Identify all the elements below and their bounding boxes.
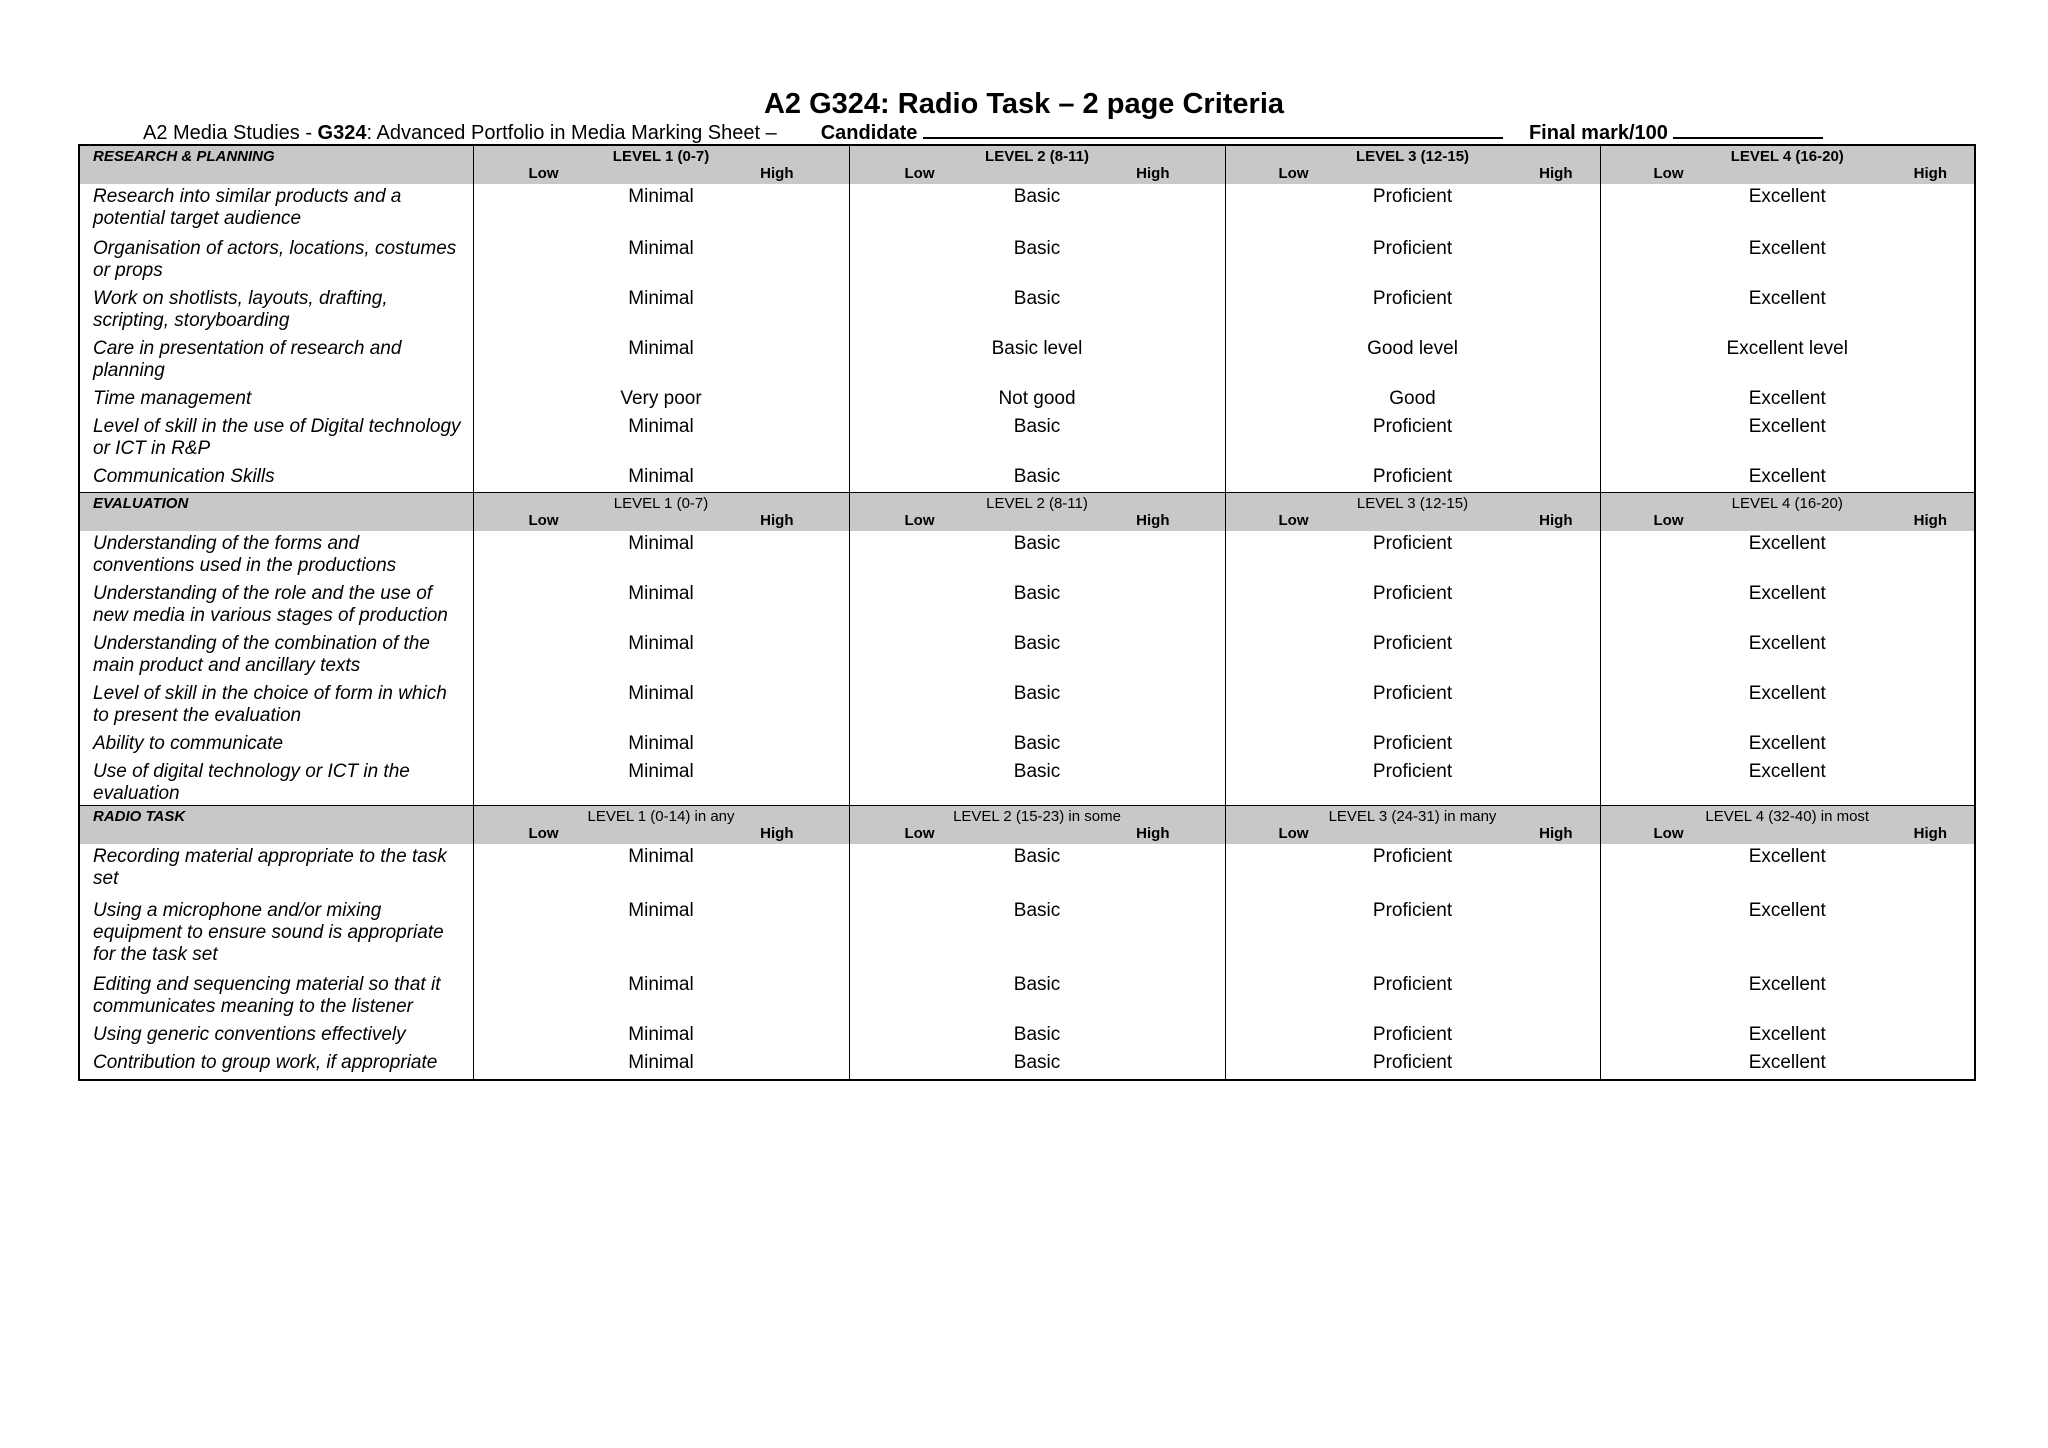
high-label: High [1539,165,1573,182]
criterion-label: Understanding of the forms and conventions used in the productions [79,531,473,581]
low-high-labels [850,512,1225,529]
level-header-2 [849,805,1225,844]
level-3-descriptor[interactable]: Proficient [1225,531,1600,581]
criterion-label: Use of digital technology or ICT in the evaluation [79,759,473,806]
criterion-row [79,759,1975,806]
final-mark-line [1673,121,1823,139]
high-label: High [1539,511,1573,529]
criterion-row [79,631,1975,681]
subtitle-code: G324 [317,122,367,144]
marking-table-body [79,145,1975,1080]
level-3-descriptor[interactable]: Proficient [1225,236,1600,286]
level-header-1 [473,145,849,184]
section-header-row [79,805,1975,844]
level-1-descriptor[interactable]: Minimal [473,236,849,286]
level-header-3 [1225,492,1600,531]
level-1-descriptor[interactable]: Very poor [473,386,849,414]
level-3-descriptor[interactable]: Good level [1225,336,1600,386]
low-label: Low [904,165,935,182]
low-label: Low [1653,165,1684,182]
level-1-descriptor[interactable]: Minimal [473,531,849,581]
level-4-descriptor[interactable]: Excellent [1600,386,1975,414]
level-1-descriptor[interactable]: Minimal [473,464,849,492]
level-header-1 [473,492,849,531]
level-1-descriptor[interactable]: Minimal [473,631,849,681]
criterion-label: Ability to communicate [79,731,473,759]
level-1-descriptor[interactable]: Minimal [473,898,849,972]
level-1-descriptor[interactable]: Minimal [473,1050,849,1080]
level-3-descriptor[interactable]: Proficient [1225,184,1600,236]
level-4-descriptor[interactable]: Excellent [1600,1050,1975,1080]
level-3-descriptor[interactable]: Proficient [1225,681,1600,731]
level-1-descriptor[interactable]: Minimal [473,336,849,386]
level-3-descriptor[interactable]: Good [1225,386,1600,414]
criterion-row [79,236,1975,286]
level-4-descriptor[interactable]: Excellent [1600,972,1975,1022]
level-3-descriptor[interactable]: Proficient [1225,581,1600,631]
criterion-row [79,581,1975,631]
level-1-descriptor[interactable]: Minimal [473,681,849,731]
final-mark-label: Final mark/100 [1528,122,1668,144]
level-header-2 [849,145,1225,184]
level-header-1 [473,805,849,844]
criterion-label: Time management [79,386,473,414]
criterion-row [79,1022,1975,1050]
level-2-descriptor[interactable]: Basic [849,1022,1225,1050]
level-title: LEVEL 1 (0-7) [613,494,709,512]
level-2-descriptor[interactable]: Basic [849,184,1225,236]
low-high-labels [1601,512,1975,529]
level-4-descriptor[interactable]: Excellent [1600,286,1975,336]
section-name: EVALUATION [79,492,473,531]
criterion-label: Level of skill in the choice of form in which to present the evaluation [79,681,473,731]
high-label: High [760,511,794,529]
level-header-3 [1225,145,1600,184]
high-label: High [1913,165,1947,182]
high-label: High [760,165,794,182]
criterion-label: Understanding of the combination of the main product and ancillary texts [79,631,473,681]
criterion-row [79,731,1975,759]
level-4-descriptor[interactable]: Excellent [1600,681,1975,731]
low-high-labels [1226,165,1600,182]
criterion-label: Understanding of the role and the use of new media in various stages of production [79,581,473,631]
level-1-descriptor[interactable]: Minimal [473,414,849,464]
level-3-descriptor[interactable]: Proficient [1225,759,1600,806]
level-title: LEVEL 4 (16-20) [1730,148,1844,165]
criterion-row [79,681,1975,731]
low-label: Low [904,824,935,842]
high-label: High [1913,824,1947,842]
level-2-descriptor[interactable]: Basic [849,631,1225,681]
page-title: A2 G324: Radio Task – 2 page Criteria [763,88,1285,120]
level-header-2 [849,492,1225,531]
level-2-descriptor[interactable]: Basic [849,414,1225,464]
level-title: LEVEL 1 (0-14) in any [587,807,735,825]
criterion-row [79,464,1975,492]
low-label: Low [1278,511,1309,529]
level-title: LEVEL 3 (12-15) [1356,494,1469,512]
low-label: Low [528,165,559,182]
level-1-descriptor[interactable]: Minimal [473,844,849,898]
criterion-row [79,414,1975,464]
low-label: Low [1653,511,1684,529]
criterion-label: Level of skill in the use of Digital technology or ICT in R&P [79,414,473,464]
level-2-descriptor[interactable]: Basic [849,681,1225,731]
level-2-descriptor[interactable]: Basic [849,236,1225,286]
level-1-descriptor[interactable]: Minimal [473,1022,849,1050]
criterion-label: Editing and sequencing material so that it communicates meaning to the listener [79,972,473,1022]
low-high-labels [1226,825,1600,842]
level-3-descriptor[interactable]: Proficient [1225,972,1600,1022]
criterion-label: Communication Skills [79,464,473,492]
criterion-label: Using a microphone and/or mixing equipment to ensure sound is appropriate for the task set [79,898,473,972]
low-label: Low [1278,165,1309,182]
level-2-descriptor[interactable]: Basic [849,581,1225,631]
level-title: LEVEL 2 (15-23) in some [953,807,1121,825]
level-header-4 [1600,805,1975,844]
high-label: High [1539,824,1573,842]
low-high-labels [1601,165,1975,182]
level-2-descriptor[interactable]: Basic [849,759,1225,806]
level-2-descriptor[interactable]: Basic [849,286,1225,336]
level-title: LEVEL 1 (0-7) [612,148,710,165]
level-4-descriptor[interactable]: Excellent [1600,844,1975,898]
level-title: LEVEL 3 (24-31) in many [1328,807,1497,825]
level-3-descriptor[interactable]: Proficient [1225,631,1600,681]
section-name: RESEARCH & PLANNING [79,145,473,184]
criterion-row [79,336,1975,386]
level-3-descriptor[interactable]: Proficient [1225,844,1600,898]
criterion-label: Using generic conventions effectively [79,1022,473,1050]
criterion-row [79,898,1975,972]
level-header-4 [1600,145,1975,184]
level-1-descriptor[interactable]: Minimal [473,731,849,759]
subtitle [143,121,1963,145]
level-3-descriptor[interactable]: Proficient [1225,731,1600,759]
level-1-descriptor[interactable]: Minimal [473,972,849,1022]
level-4-descriptor[interactable]: Excellent [1600,464,1975,492]
low-label: Low [904,511,935,529]
level-4-descriptor[interactable]: Excellent [1600,414,1975,464]
low-high-labels [850,165,1225,182]
subtitle-rest: : Advanced Portfolio in Media Marking Sheet – [366,122,777,144]
level-2-descriptor[interactable]: Basic [849,972,1225,1022]
candidate-line [923,121,1503,139]
level-2-descriptor[interactable]: Basic [849,898,1225,972]
criterion-label: Recording material appropriate to the task set [79,844,473,898]
level-3-descriptor[interactable]: Proficient [1225,414,1600,464]
level-header-4 [1600,492,1975,531]
low-high-labels [1226,512,1600,529]
high-label: High [1136,511,1170,529]
criterion-row [79,386,1975,414]
level-4-descriptor[interactable]: Excellent [1600,236,1975,286]
section-name: RADIO TASK [79,805,473,844]
criterion-label: Research into similar products and a potential target audience [79,184,473,236]
level-2-descriptor[interactable]: Basic [849,464,1225,492]
candidate-label: Candidate [820,122,918,144]
level-title: LEVEL 2 (8-11) [986,494,1088,512]
section-header-row [79,492,1975,531]
subtitle-prefix: A2 Media Studies - [143,122,318,144]
level-4-descriptor[interactable]: Excellent [1600,631,1975,681]
level-3-descriptor[interactable]: Proficient [1225,464,1600,492]
high-label: High [1913,511,1947,529]
level-4-descriptor[interactable]: Excellent [1600,581,1975,631]
level-4-descriptor[interactable]: Excellent [1600,1022,1975,1050]
level-4-descriptor[interactable]: Excellent [1600,759,1975,806]
level-3-descriptor[interactable]: Proficient [1225,1050,1600,1080]
level-1-descriptor[interactable]: Minimal [473,759,849,806]
level-2-descriptor[interactable]: Basic [849,531,1225,581]
low-high-labels [1601,825,1975,842]
level-title: LEVEL 3 (12-15) [1355,148,1470,165]
level-title: LEVEL 2 (8-11) [985,148,1089,165]
low-label: Low [1278,824,1309,842]
level-2-descriptor[interactable]: Basic [849,731,1225,759]
low-label: Low [1653,824,1684,842]
level-2-descriptor[interactable]: Basic [849,1050,1225,1080]
low-label: Low [528,824,559,842]
low-label: Low [528,511,559,529]
level-4-descriptor[interactable]: Excellent [1600,898,1975,972]
level-2-descriptor[interactable]: Not good [849,386,1225,414]
low-high-labels [474,825,849,842]
level-4-descriptor[interactable]: Excellent [1600,184,1975,236]
criterion-label: Care in presentation of research and planning [79,336,473,386]
high-label: High [1136,824,1170,842]
level-2-descriptor[interactable]: Basic [849,844,1225,898]
level-4-descriptor[interactable]: Excellent [1600,731,1975,759]
criterion-row [79,972,1975,1022]
criterion-row [79,1050,1975,1080]
low-high-labels [474,165,849,182]
criterion-label: Work on shotlists, layouts, drafting, scripting, storyboarding [79,286,473,336]
level-1-descriptor[interactable]: Minimal [473,184,849,236]
criterion-row [79,184,1975,236]
criterion-label: Contribution to group work, if appropriate [79,1050,473,1080]
criterion-row [79,844,1975,898]
level-4-descriptor[interactable]: Excellent [1600,531,1975,581]
low-high-labels [474,512,849,529]
level-1-descriptor[interactable]: Minimal [473,286,849,336]
criterion-row [79,286,1975,336]
section-header-row [79,145,1975,184]
level-title: LEVEL 4 (16-20) [1731,494,1843,512]
criterion-row [79,531,1975,581]
level-title: LEVEL 4 (32-40) in most [1705,807,1870,825]
level-header-3 [1225,805,1600,844]
level-2-descriptor[interactable]: Basic level [849,336,1225,386]
marking-table [78,144,1976,1081]
level-3-descriptor[interactable]: Proficient [1225,898,1600,972]
low-high-labels [850,825,1225,842]
level-4-descriptor[interactable]: Excellent level [1600,336,1975,386]
level-3-descriptor[interactable]: Proficient [1225,1022,1600,1050]
level-3-descriptor[interactable]: Proficient [1225,286,1600,336]
criterion-label: Organisation of actors, locations, costumes or props [79,236,473,286]
high-label: High [1136,165,1170,182]
level-1-descriptor[interactable]: Minimal [473,581,849,631]
high-label: High [760,824,794,842]
